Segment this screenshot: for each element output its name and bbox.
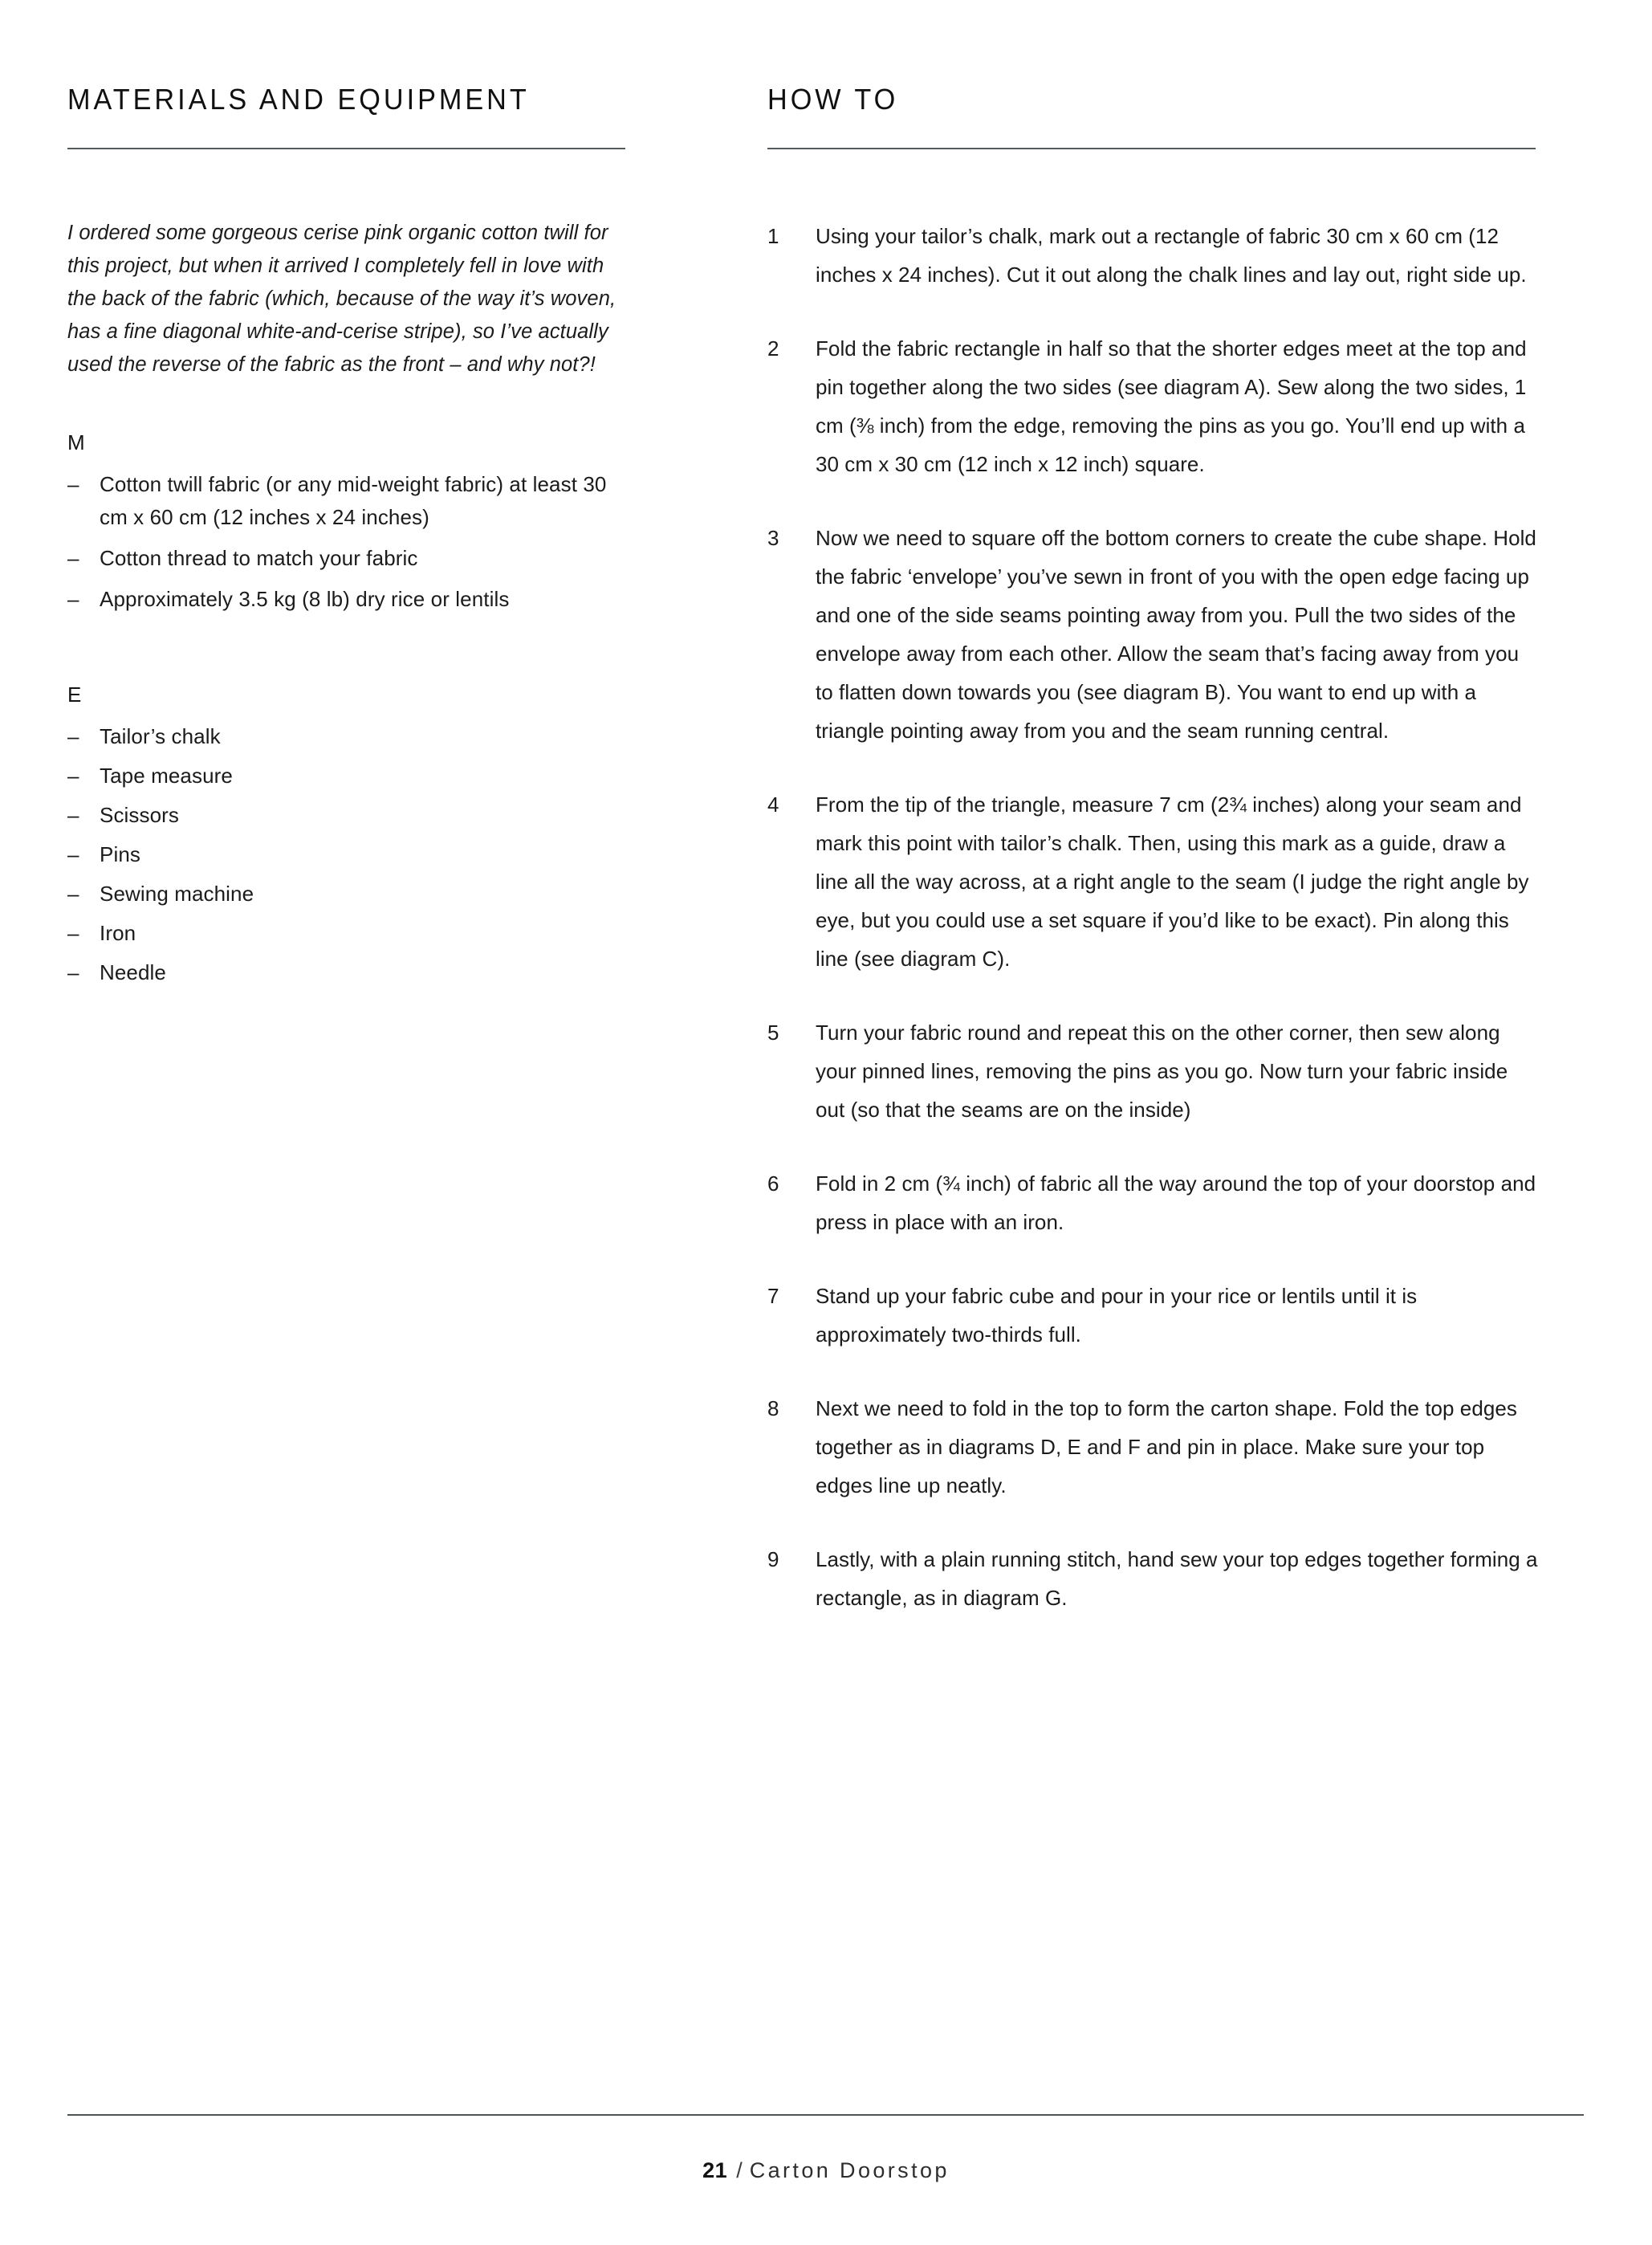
step-text: Next we need to fold in the top to form the carton shape. Fold the top edges together as in diagrams D, E and F and pin in place. Make sure your top edges line up neatly.: [816, 1395, 1517, 1497]
list-item-label: Approximately 3.5 kg (8 lb) dry rice or lentils: [100, 586, 510, 611]
list-item: [67, 838, 629, 871]
dash-bullet-icon: –: [67, 471, 79, 496]
dash-bullet-icon: –: [67, 920, 79, 945]
step-number: 2: [767, 336, 779, 361]
footer-separator: /: [736, 2158, 743, 2182]
step-text: Using your tailor’s chalk, mark out a rectangle of fabric 30 cm x 60 cm (12 inches x 24 inches). Cut it out along the chalk lines and lay out, right side up.: [816, 223, 1527, 287]
materials-heading-rule: [67, 148, 625, 149]
list-item-label: Pins: [100, 841, 140, 866]
list-item-label: Tape measure: [100, 763, 233, 788]
equipment-list: [67, 720, 702, 989]
step-text: Stand up your fabric cube and pour in your rice or lentils until it is approximately two-thirds full.: [816, 1283, 1418, 1347]
materials-list-block: [67, 426, 702, 616]
step-number: 1: [767, 223, 779, 248]
list-item-label: Sewing machine: [100, 881, 254, 906]
footer-rule: [67, 2114, 1584, 2116]
dash-bullet-icon: –: [67, 960, 79, 984]
step-item: [767, 1013, 1542, 1129]
dash-bullet-icon: –: [67, 545, 79, 570]
step-number: 6: [767, 1171, 779, 1196]
list-item: [67, 542, 629, 575]
list-item-label: Cotton thread to match your fabric: [100, 545, 418, 570]
materials-list: [67, 468, 702, 616]
dash-bullet-icon: –: [67, 841, 79, 866]
list-item: [67, 956, 629, 989]
how-to-column: [767, 84, 1542, 1652]
list-item-label: Needle: [100, 960, 166, 984]
list-item: [67, 583, 629, 616]
how-to-heading: HOW TO: [767, 83, 899, 116]
step-number: 5: [767, 1020, 779, 1045]
materials-and-equipment-column: [67, 84, 702, 996]
list-item: [67, 799, 629, 832]
step-number: 4: [767, 792, 779, 817]
list-item-label: Tailor’s chalk: [100, 723, 221, 748]
page-footer: [0, 2158, 1652, 2183]
intro-paragraph: I ordered some gorgeous cerise pink organic cotton twill for this project, but when it arrived I completely fell in love with the back of the fabric (which, because of the way it’s woven, has a fine diagonal white-and-cerise stripe), so I’ve actually used the reverse of the fabric as the front – and why not?!: [67, 221, 616, 376]
page-number: 21: [702, 2158, 728, 2182]
equipment-list-label: E: [67, 682, 82, 707]
step-item: [767, 217, 1542, 294]
page-columns: [0, 84, 1652, 1652]
step-text: Fold in 2 cm (¾ inch) of fabric all the way around the top of your doorstop and press in place with an iron.: [816, 1171, 1536, 1234]
how-to-heading-rule: [767, 148, 1536, 149]
list-item: [67, 468, 629, 534]
list-item: [67, 917, 629, 950]
dash-bullet-icon: –: [67, 802, 79, 827]
step-item: [767, 1164, 1542, 1241]
step-number: 9: [767, 1546, 779, 1571]
step-item: [767, 1389, 1542, 1505]
step-item: [767, 1277, 1542, 1354]
step-text: Fold the fabric rectangle in half so that the shorter edges meet at the top and pin together along the two sides (see diagram A). Sew along the two sides, 1 cm (⅜ inch) from the edge, removing the pins as you go. You’ll end up with a 30 cm x 30 cm (12 inch x 12 inch) square.: [816, 336, 1527, 476]
step-item: [767, 329, 1542, 483]
step-text: Turn your fabric round and repeat this on the other corner, then sew along your pinned lines, removing the pins as you go. Now turn your fabric inside out (so that the seams are on the inside): [816, 1020, 1508, 1122]
project-title: Carton Doorstop: [749, 2158, 950, 2182]
step-text: From the tip of the triangle, measure 7 cm (2¾ inches) along your seam and mark this point with tailor’s chalk. Then, using this mark as a guide, draw a line all the way across, at a right angle to the seam (I judge the right angle by eye, but you could use a set square if you’d like to be exact). Pin along this line (see diagram C).: [816, 792, 1529, 971]
step-text: Lastly, with a plain running stitch, hand sew your top edges together forming a rectangle, as in diagram G.: [816, 1546, 1538, 1610]
list-item: [67, 878, 629, 911]
materials-list-label: M: [67, 430, 86, 454]
dash-bullet-icon: –: [67, 881, 79, 906]
dash-bullet-icon: –: [67, 763, 79, 788]
step-item: [767, 519, 1542, 750]
equipment-list-block: [67, 678, 702, 989]
step-item: [767, 1540, 1542, 1617]
dash-bullet-icon: –: [67, 723, 79, 748]
list-item: [67, 720, 629, 753]
dash-bullet-icon: –: [67, 586, 79, 611]
list-item-label: Cotton twill fabric (or any mid-weight fabric) at least 30 cm x 60 cm (12 inches x 24 inches): [100, 471, 607, 529]
list-item: [67, 760, 629, 792]
step-text: Now we need to square off the bottom corners to create the cube shape. Hold the fabric ‘envelope’ you’ve sewn in front of you with the open edge facing up and one of the side seams pointing away from you. Pull the two sides of the envelope away from each other. Allow the seam that’s facing away from you to flatten down towards you (see diagram B). You want to end up with a triangle pointing away from you and the seam running central.: [816, 525, 1536, 743]
list-item-label: Iron: [100, 920, 136, 945]
step-number: 8: [767, 1395, 779, 1420]
how-to-steps-list: [767, 217, 1542, 1617]
step-number: 7: [767, 1283, 779, 1308]
step-item: [767, 785, 1542, 978]
step-number: 3: [767, 525, 779, 550]
list-item-label: Scissors: [100, 802, 180, 827]
materials-heading: MATERIALS AND EQUIPMENT: [67, 83, 530, 116]
